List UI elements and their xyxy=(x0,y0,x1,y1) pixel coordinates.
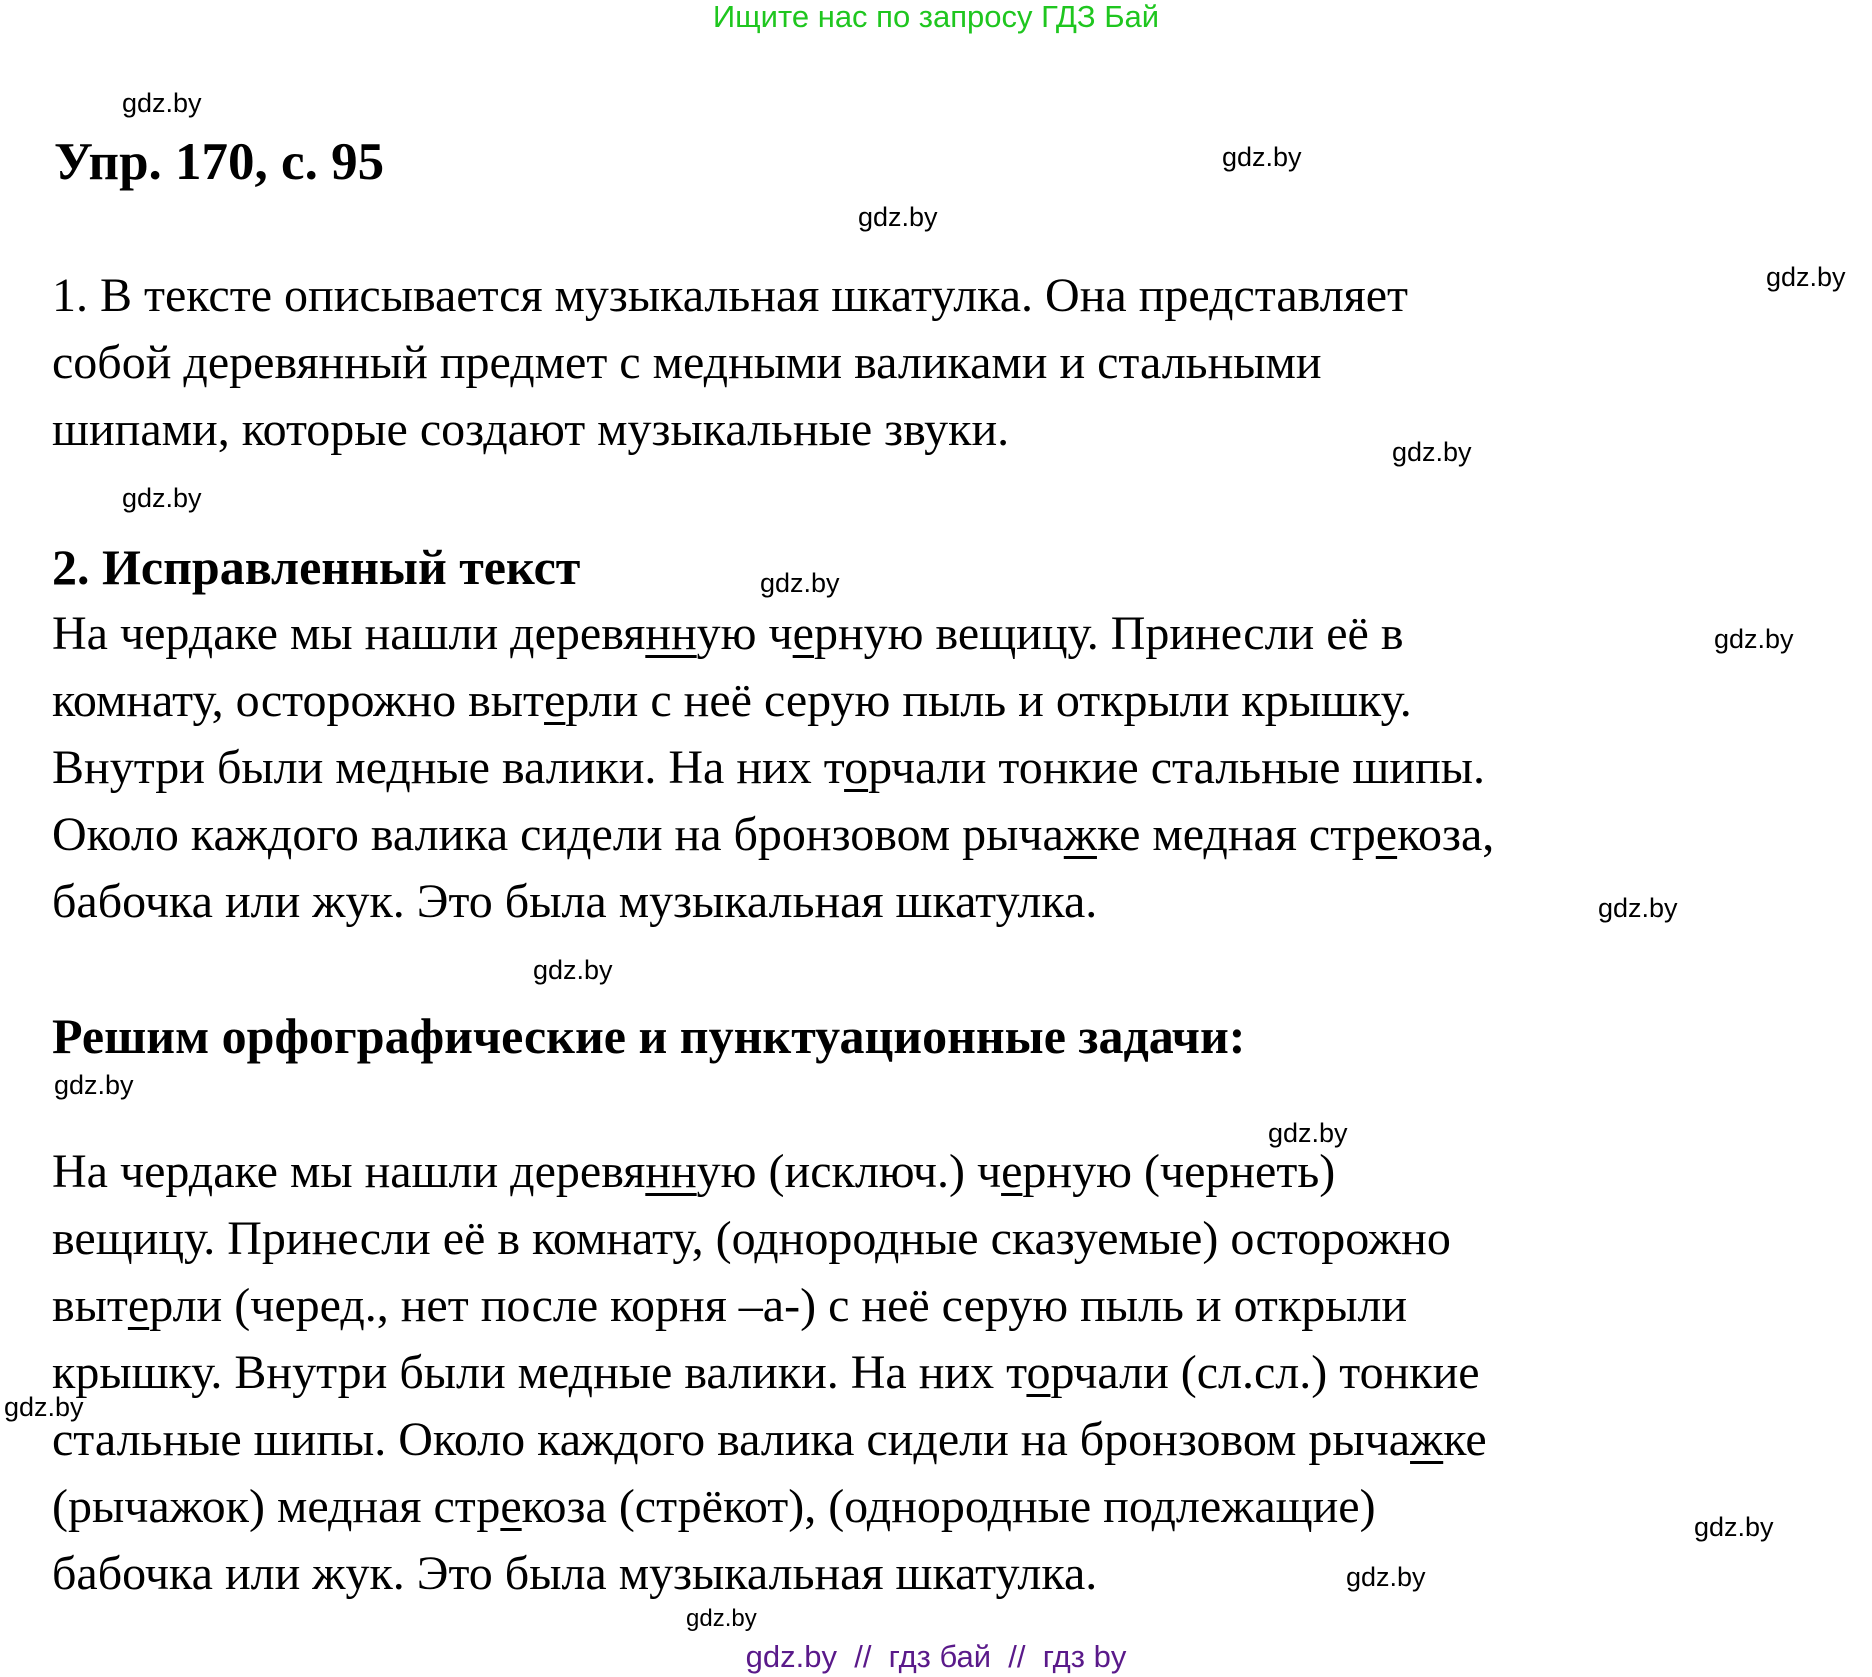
section2-line: Около каждого валика сидели на бронзовом рычажке медная стрекоза, xyxy=(52,808,1495,861)
watermark: gdz.by xyxy=(1346,1562,1426,1592)
watermark: gdz.by xyxy=(122,88,202,118)
section3-line: стальные шипы. Около каждого валика сидели на бронзовом рычажке xyxy=(52,1413,1487,1466)
section3-heading: Решим орфографические и пунктуационные задачи: xyxy=(52,1008,1246,1064)
watermark: gdz.by xyxy=(1766,262,1846,292)
underlined-letter: е xyxy=(1375,808,1398,861)
underlined-letter: е xyxy=(544,674,566,727)
underlined-letter: нн xyxy=(645,607,697,660)
watermark: gdz.by xyxy=(1268,1118,1348,1148)
watermark: gdz.by xyxy=(1392,437,1472,467)
underlined-letter: ж xyxy=(1410,1413,1444,1466)
underlined-letter: е xyxy=(1001,1145,1023,1198)
watermark: gdz.by xyxy=(1598,893,1678,923)
section1-text xyxy=(52,262,1408,463)
watermark: gdz.by xyxy=(54,1070,134,1100)
watermark: gdz.by xyxy=(858,202,938,232)
search-banner: Ищите нас по запросу ГДЗ Бай xyxy=(712,0,1160,34)
underlined-letter: ж xyxy=(1063,808,1097,861)
watermark: gdz.by xyxy=(1694,1512,1774,1542)
underlined-letter: е xyxy=(500,1480,522,1533)
watermark: gdz.by xyxy=(1222,142,1302,172)
section1-line: шипами, которые создают музыкальные звуки. xyxy=(52,403,1010,456)
watermark: gdz.by xyxy=(122,483,202,513)
section2-line: комнату, осторожно вытерли с неё серую пыль и открыли крышку. xyxy=(52,674,1412,727)
section3-line: крышку. Внутри были медные валики. На них торчали (сл.сл.) тонкие xyxy=(52,1346,1480,1399)
underlined-letter: о xyxy=(844,741,869,794)
section2-text xyxy=(52,600,1494,935)
section3-line: вещицу. Принесли её в комнату, (однородные сказуемые) осторожно xyxy=(52,1212,1451,1265)
section3-line: На чердаке мы нашли деревянную (исключ.) черную (чернеть) xyxy=(52,1145,1336,1198)
page-title: Упр. 170, с. 95 xyxy=(54,133,385,191)
watermark: gdz.by xyxy=(1714,624,1794,654)
section2-line: бабочка или жук. Это была музыкальная шкатулка. xyxy=(52,875,1098,928)
watermark: gdz.by xyxy=(760,568,840,598)
underlined-letter: о xyxy=(1026,1346,1051,1399)
watermark: gdz.by xyxy=(533,955,613,985)
watermark: gdz.by xyxy=(4,1392,84,1422)
section3-line: бабочка или жук. Это была музыкальная шкатулка. xyxy=(52,1547,1098,1600)
section3-line: вытерли (черед., нет после корня –а-) с неё серую пыль и открыли xyxy=(52,1279,1408,1332)
section2-line: Внутри были медные валики. На них торчали тонкие стальные шипы. xyxy=(52,741,1485,794)
section3-line: (рычажок) медная стрекоза (стрёкот), (однородные подлежащие) xyxy=(52,1480,1376,1533)
underlined-letter: е xyxy=(127,1279,150,1332)
underlined-letter: е xyxy=(792,607,814,660)
section3-text xyxy=(52,1138,1487,1607)
underlined-letter: нн xyxy=(645,1145,697,1198)
footer-links: gdz.by // гдз бай // гдз by xyxy=(745,1639,1127,1674)
section2-line: На чердаке мы нашли деревянную черную вещицу. Принесли её в xyxy=(52,607,1404,660)
section1-line: 1. В тексте описывается музыкальная шкатулка. Она представляет xyxy=(52,269,1408,322)
section2-heading: 2. Исправленный текст xyxy=(52,539,581,595)
watermark: gdz.by xyxy=(686,1605,757,1632)
section1-line: собой деревянный предмет с медными валиками и стальными xyxy=(52,336,1322,389)
